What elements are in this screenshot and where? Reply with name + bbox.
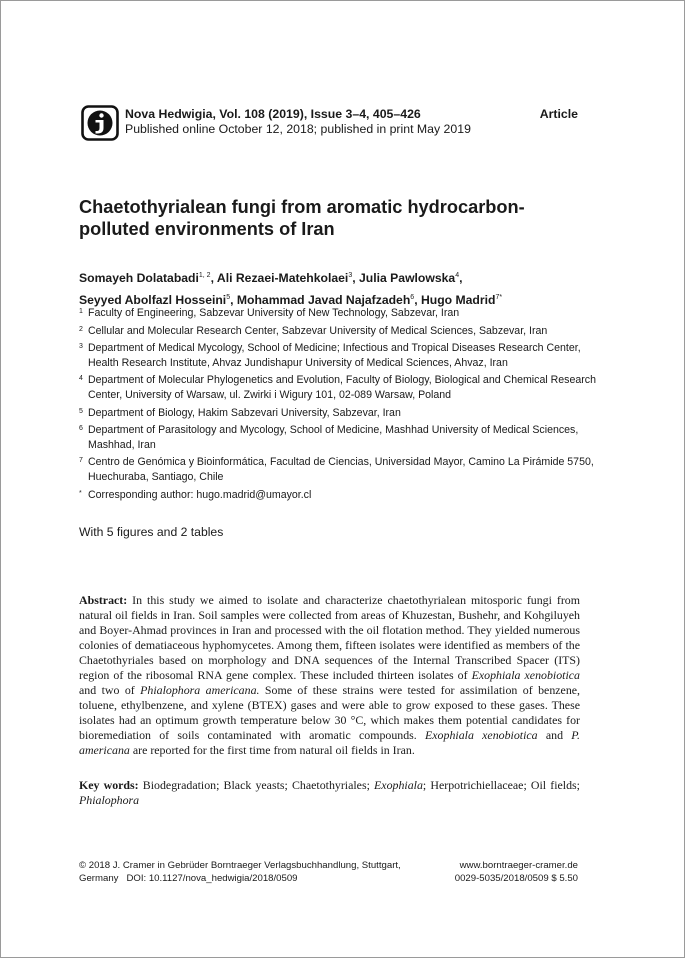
author-separator: , — [210, 271, 217, 285]
affiliation-item — [79, 406, 609, 421]
keywords-label: Key words: — [79, 778, 139, 792]
abstract-label: Abstract: — [79, 593, 128, 607]
affiliation-number: 6 — [79, 425, 83, 433]
copyright-line: © 2018 J. Cramer in Gebrüder Borntraeger Verlagsbuchhandlung, Stuttgart, — [79, 860, 401, 871]
keywords-text: Biodegradation; Black yeasts; Chaetothyriales; — [138, 778, 375, 792]
publisher-url: www.borntraeger-cramer.de — [459, 860, 578, 871]
species-name: Exophiala xenobiotica — [425, 728, 538, 742]
affiliation-text: Cellular and Molecular Research Center, Sabzevar University of Medical Sciences, Sabzevar, Iran — [88, 324, 548, 337]
journal-logo-icon — [81, 105, 119, 141]
affiliation-item — [79, 455, 609, 484]
species-name: Exophiala xenobiotica — [471, 668, 580, 682]
affiliation-item — [79, 324, 609, 339]
figures-tables-note: With 5 figures and 2 tables — [79, 525, 224, 539]
affiliation-item — [79, 373, 609, 402]
author-name: Seyyed Abolfazl Hosseini — [79, 293, 227, 307]
abstract — [79, 593, 580, 758]
abstract-text: Some of these strains were tested for assimilation of benzene, toluene, ethylbenzene, and xylene (BTEX) gases and were able to grow exposed to these gases. These isolates had an optimum growth temperature below 30 °C, which makes them potential candidates for bioremediation of soils contaminated with aromatic compounds. — [79, 683, 581, 742]
author-affiliation-marker: 1, 2 — [198, 272, 211, 279]
keywords-text: ; Herpotrichiellaceae; Oil fields; — [422, 778, 580, 792]
affiliation-text: Faculty of Engineering, Sabzevar University of New Technology, Sabzevar, Iran — [88, 307, 460, 319]
article-type-label: Article — [539, 107, 578, 121]
author-name: Julia Pawlowska — [359, 271, 456, 285]
abstract-text: and two of — [79, 683, 141, 697]
journal-citation: Nova Hedwigia, Vol. 108 (2019), Issue 3–4, 405–426 — [125, 107, 421, 121]
affiliation-number: 5 — [79, 407, 83, 415]
abstract-text: and — [537, 728, 572, 742]
affiliation-number: 3 — [79, 343, 83, 351]
affiliation-number: 2 — [79, 325, 83, 333]
author-affiliation-marker: 4 — [455, 272, 460, 279]
author-name: Ali Rezaei-Matehkolaei — [216, 271, 349, 285]
affiliation-number: 1 — [79, 308, 83, 315]
affiliation-text: Department of Parasitology and Mycology, School of Medicine, Mashhad University of Medical Sciences, Mashhad, Iran — [88, 424, 579, 451]
publication-dates: Published online October 12, 2018; published in print May 2019 — [125, 122, 471, 136]
author-separator: , — [230, 293, 237, 307]
affiliation-text: Department of Molecular Phylogenetics and Evolution, Faculty of Biology, Biological and Chemical Research Center, University of Warsaw, ul. Zwirki i Wigury 101, 02-089 Warsaw, Poland — [88, 374, 596, 401]
author-name: Somayeh Dolatabadi — [79, 271, 199, 285]
affiliation-text: Department of Medical Mycology, School of Medicine; Infectious and Tropical Diseases Research Center, Health Research Institute, Ahvaz Jundishapur University of Medical Sciences, Ahvaz, Iran — [88, 342, 581, 369]
species-name: P. americana — [79, 728, 580, 757]
author-name: Hugo Madrid — [420, 293, 496, 307]
species-name: Phialophora americana. — [140, 683, 260, 697]
affiliation-text: Department of Biology, Hakim Sabzevari University, Sabzevar, Iran — [88, 406, 401, 419]
affiliation-text: Centro de Genómica y Bioinformática, Facultad de Ciencias, Universidad Mayor, Camino La Pirámide 5750, Huechuraba, Santiago, Chile — [88, 456, 594, 483]
author-affiliation-marker: 3 — [348, 272, 353, 279]
corresponding-author — [79, 488, 609, 503]
issn-price: 0029-5035/2018/0509 $ 5.50 — [454, 873, 578, 884]
affiliation-number: 7 — [79, 457, 83, 465]
affiliation-text: Corresponding author: hugo.madrid@umayor.cl — [88, 488, 312, 501]
author-separator: , — [414, 293, 421, 307]
abstract-text: are reported for the first time from natural oil fields in Iran. — [129, 743, 415, 757]
keyword-italic: Phialophora — [79, 793, 140, 807]
affiliation-number: 4 — [79, 375, 83, 383]
keywords — [79, 778, 580, 808]
title-line-2: polluted environments of Iran — [79, 219, 335, 239]
author-name: Mohammad Javad Najafzadeh — [236, 293, 411, 307]
keyword-italic: Exophiala — [374, 778, 423, 792]
author-affiliation-marker: 5 — [226, 294, 231, 301]
affiliation-number: * — [79, 489, 82, 497]
author-separator: , — [352, 271, 359, 285]
title-line-1: Chaetothyrialean fungi from aromatic hydrocarbon- — [79, 197, 525, 217]
author-affiliation-marker: 6 — [410, 294, 415, 301]
doi-line: Germany DOI: 10.1127/nova_hedwigia/2018/0509 — [79, 873, 298, 884]
author-separator: , — [459, 271, 463, 285]
publisher-footer — [455, 859, 578, 885]
author-list — [79, 266, 609, 310]
author-affiliation-marker: 7* — [495, 294, 503, 301]
affiliation-item — [79, 341, 609, 370]
affiliation-list — [79, 306, 609, 505]
abstract-text: In this study we aimed to isolate and characterize chaetothyrialean mitosporic fungi from natural oil fields in Iran. Soil samples were collected from areas of Khuzestan, Bushehr, and Kohgiluyeh and Boyer-Ahmad provinces in Iran and processed with the oil flotation method. They yielded numerous colonies of dematiaceous hyphomycetes. Among them, fifteen isolates were identified as members of the Chaetothyriales based on morphology and DNA sequences of the Internal Transcribed Spacer (ITS) region of the ribosomal RNA gene complex. These included thirteen isolates of — [79, 593, 580, 682]
affiliation-item — [79, 423, 609, 452]
affiliation-item — [79, 306, 609, 321]
paper-title — [79, 196, 599, 240]
copyright-footer — [79, 859, 439, 885]
